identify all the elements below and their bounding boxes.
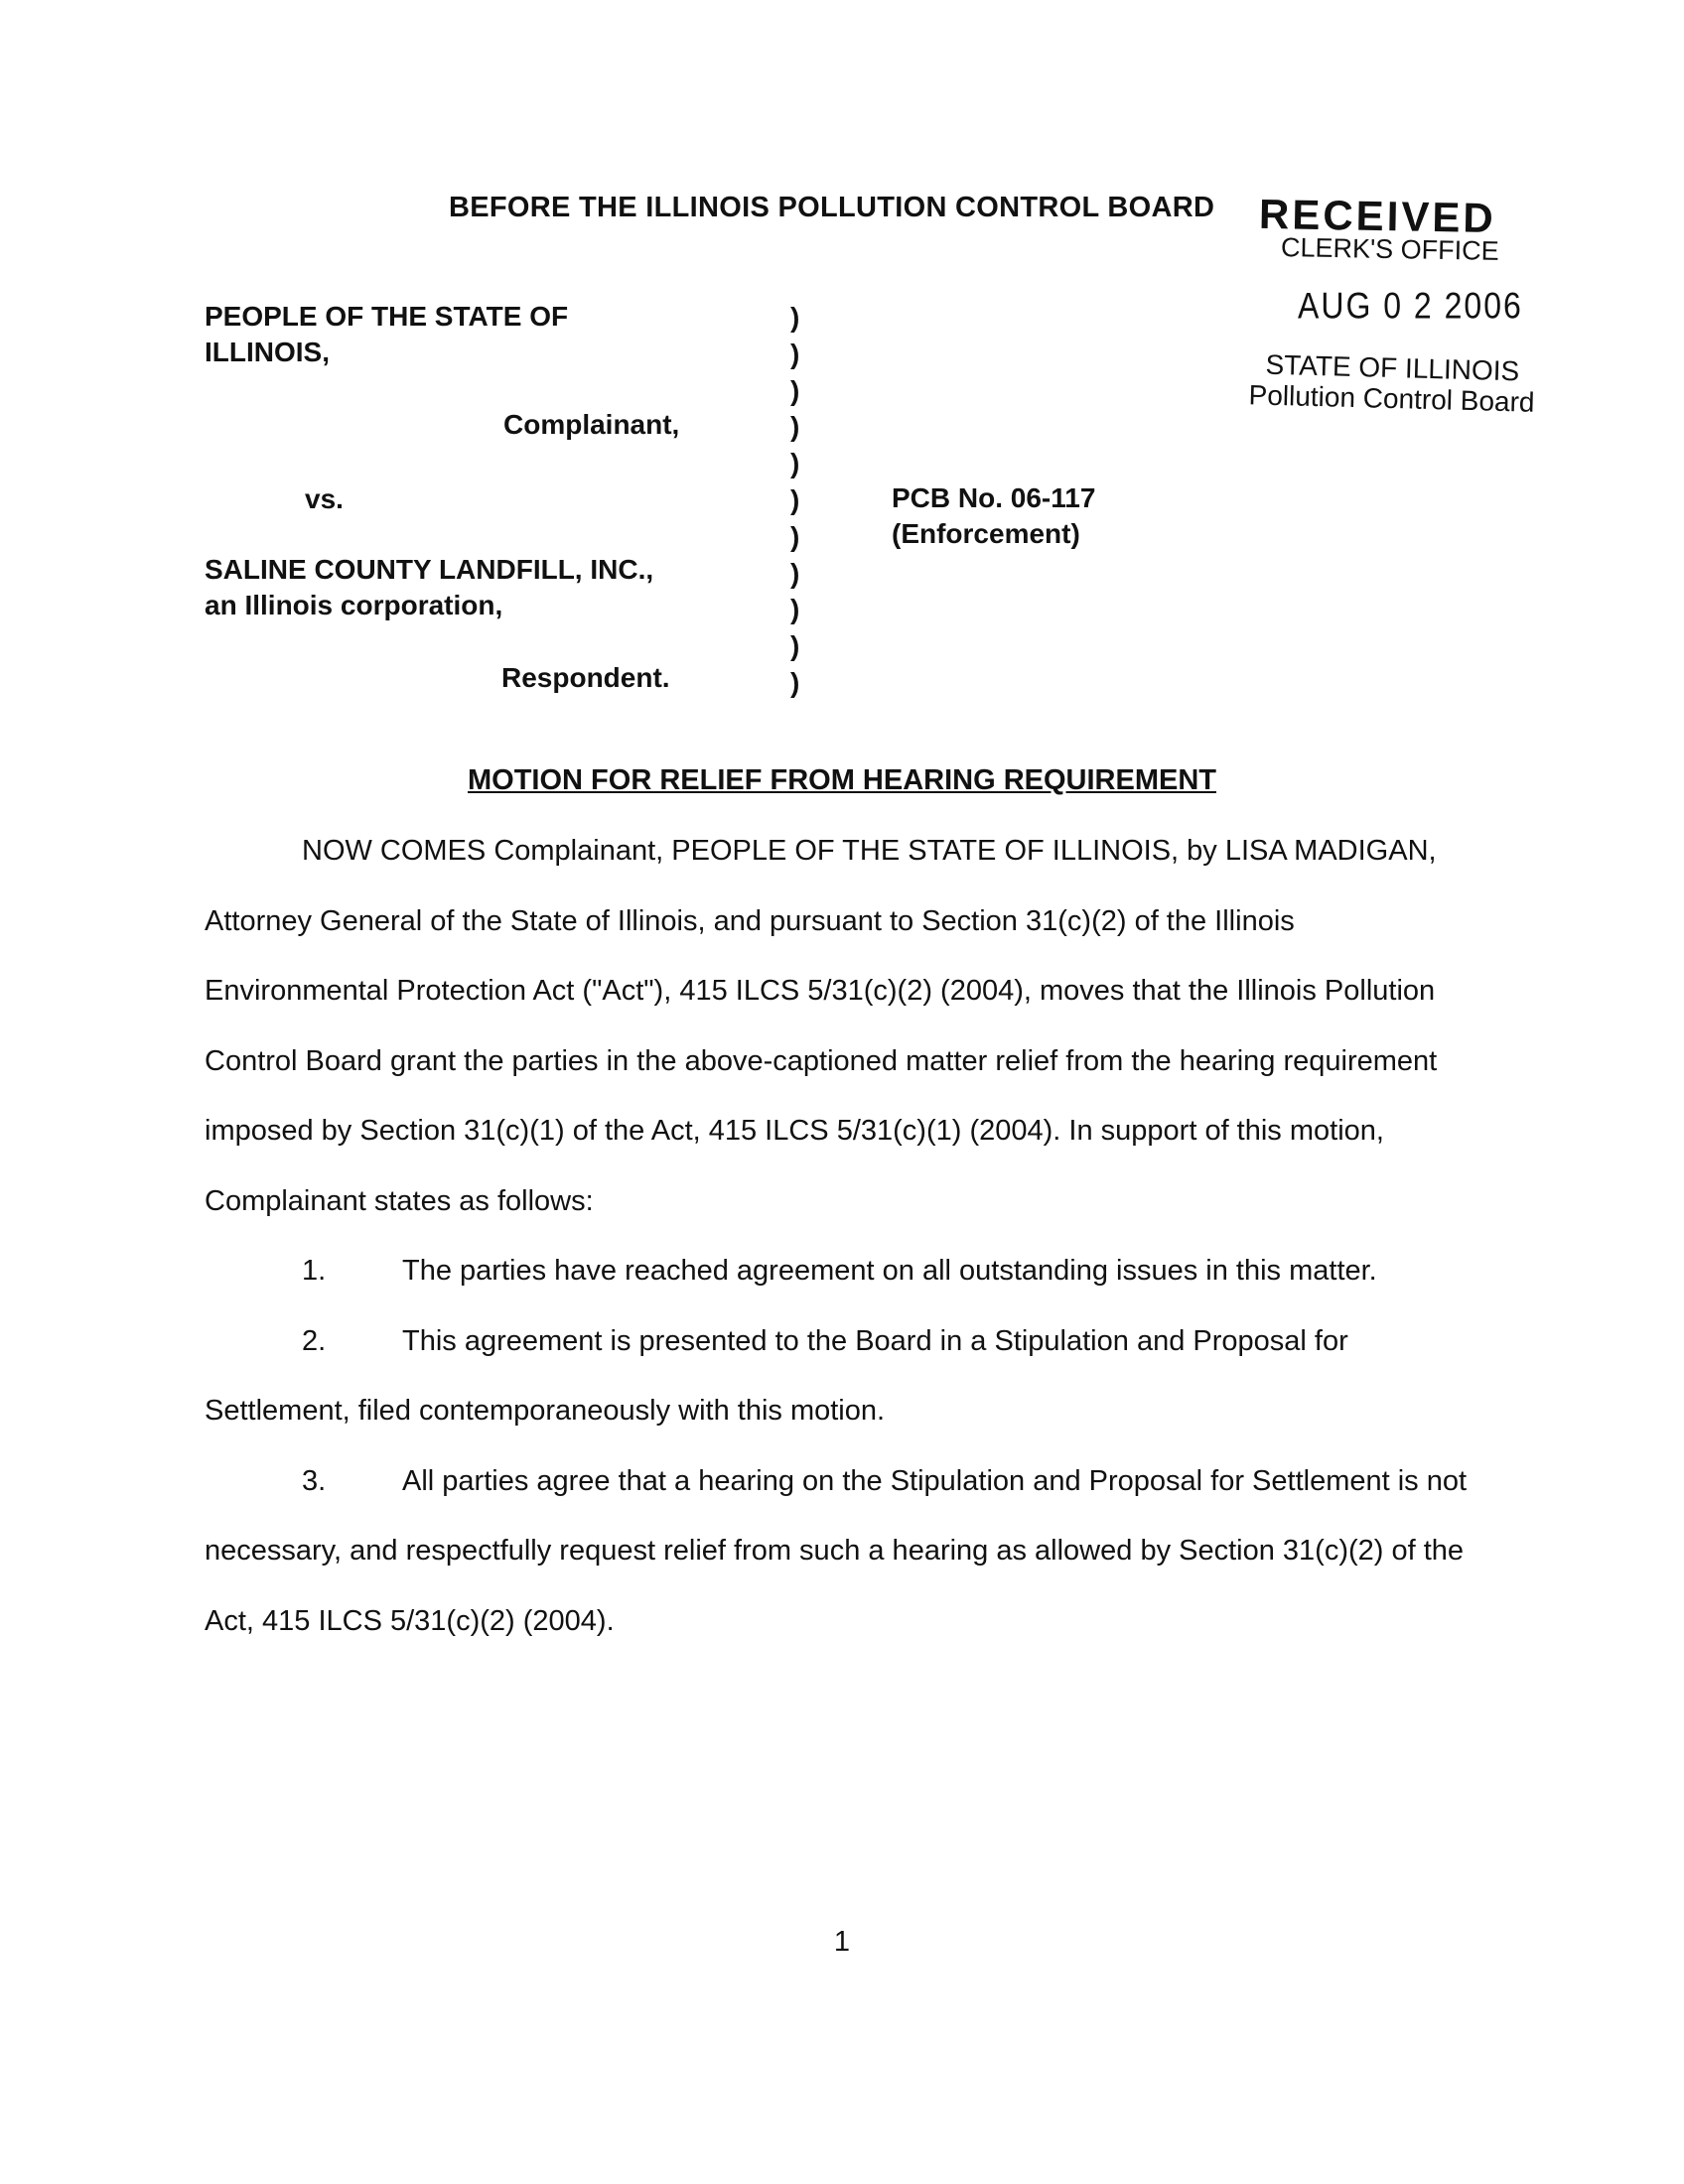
plaintiff-name [205, 299, 568, 370]
paragraph-text: All parties agree that a hearing on the Stipulation and Proposal for Settlement is not necessary, and respectfully request relief from such a hearing as allowed by Section 31(c)(2) of the Act, 415 ILCS 5/31(c)(2) (2004). [205, 1464, 1468, 1637]
case-type: (Enforcement) [892, 518, 1080, 549]
case-number-block [892, 480, 1095, 552]
paragraph-text: This agreement is presented to the Board in a Stipulation and Proposal for Settlement, filed contemporaneously with this motion. [205, 1324, 1348, 1427]
paren: ) [790, 302, 800, 333]
paragraph-number: 2. [302, 1324, 327, 1357]
versus-label: vs. [305, 483, 344, 514]
plaintiff-role: Complainant, [503, 409, 680, 440]
numbered-paragraph [205, 1446, 1485, 1657]
numbered-paragraph [205, 1306, 1485, 1446]
numbered-paragraph [205, 1236, 1485, 1306]
defendant-name [205, 552, 653, 623]
paragraph-number: 1. [302, 1255, 327, 1287]
stamp-date: AUG 0 2 2006 [1298, 285, 1523, 327]
stamp-received-text: RECEIVED [1258, 190, 1497, 242]
motion-title: MOTION FOR RELIEF FROM HEARING REQUIREMENT [468, 764, 1216, 796]
plaintiff-line2: ILLINOIS, [205, 337, 330, 367]
paren: ) [790, 630, 800, 662]
stamp-state-line1: STATE OF ILLINOIS [1265, 348, 1520, 387]
page-number: 1 [833, 1926, 851, 1958]
paren: ) [790, 374, 800, 406]
court-title: BEFORE THE ILLINOIS POLLUTION CONTROL BOARD [449, 192, 1215, 223]
defendant-line2: an Illinois corporation, [205, 590, 503, 620]
defendant-role: Respondent. [501, 662, 670, 693]
paren: ) [790, 594, 800, 625]
caption-parentheses [790, 300, 799, 702]
paren: ) [790, 448, 800, 479]
defendant-line1: SALINE COUNTY LANDFILL, INC., [205, 554, 654, 585]
plaintiff-line1: PEOPLE OF THE STATE OF [205, 301, 569, 332]
paren: ) [790, 483, 800, 515]
stamp-state-line2: Pollution Control Board [1248, 379, 1535, 418]
stamp-state-block [1248, 348, 1535, 418]
paren: ) [790, 557, 800, 589]
stamp-clerks-office: CLERK'S OFFICE [1280, 232, 1499, 266]
paren: ) [790, 666, 800, 698]
paren: ) [790, 411, 800, 443]
intro-paragraph: NOW COMES Complainant, PEOPLE OF THE STATE OF ILLINOIS, by LISA MADIGAN, Attorney General of the State of Illinois, and pursuant to Section 31(c)(2) of the Illinois Environmental Protection Act ("Act"), 415 ILCS 5/31(c)(2) (2004), moves that the Illinois Pollution Control Board grant the parties in the above-captioned matter relief from the hearing requirement imposed by Section 31(c)(1) of the Act, 415 ILCS 5/31(c)(1) (2004). In support of this motion, Complainant states as follows: [205, 835, 1438, 1217]
paren: ) [790, 338, 800, 369]
paragraph-number: 3. [302, 1464, 327, 1497]
case-number: PCB No. 06-117 [892, 482, 1096, 513]
paren: ) [790, 520, 800, 552]
paragraph-text: The parties have reached agreement on all outstanding issues in this matter. [402, 1255, 1377, 1287]
motion-body [205, 816, 1485, 1656]
